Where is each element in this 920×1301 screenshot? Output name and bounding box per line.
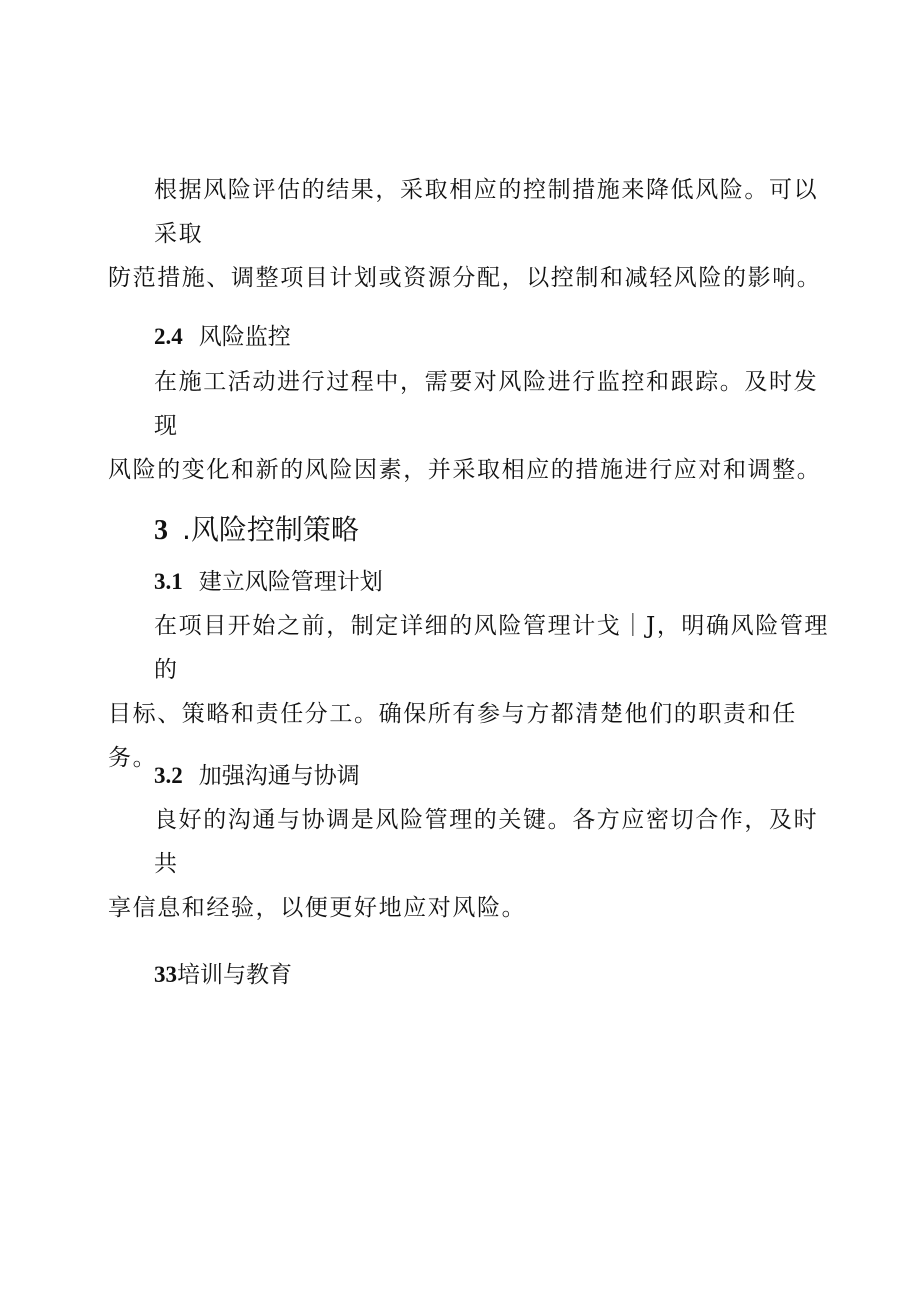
- paragraph-line: 在施工活动进行过程中，需要对风险进行监控和跟踪。及时发现: [154, 369, 819, 439]
- section-title: 加强沟通与协调: [198, 763, 360, 789]
- paragraph-line: 根据风险评估的结果，采取相应的控制措施来降低风险。可以采取: [154, 177, 819, 247]
- chapter-title: .风险控制策略: [182, 513, 359, 546]
- section-title: 建立风险管理计划: [198, 569, 383, 595]
- paragraph-communication: [108, 798, 838, 930]
- paragraph-line: 享信息和经验，以便更好地应对风险。: [108, 895, 527, 921]
- paragraph-risk-control: [108, 168, 838, 300]
- paragraph-risk-monitoring: [108, 360, 838, 492]
- paragraph-line: 防范措施、调整项目计划或资源分配，以控制和减轻风险的影响。: [108, 265, 822, 291]
- section-heading-3-3: [154, 956, 292, 989]
- section-title: 风险监控: [198, 324, 291, 350]
- paragraph-line: 良好的沟通与协调是风险管理的关键。各方应密切合作，及时共: [154, 807, 819, 877]
- paragraph-line: 在项目开始之前，制定详细的风险管理计戈｜J，明确风险管理的: [154, 613, 830, 683]
- section-number: 33: [154, 962, 177, 987]
- paragraph-line: 目标、策略和责任分工。确保所有参与方都清楚他们的职责和任务。: [108, 701, 797, 771]
- section-heading-2-4: [154, 318, 291, 351]
- section-number: 2.4: [154, 324, 183, 349]
- section-title: 培训与教育: [177, 962, 292, 988]
- paragraph-line: 风险的变化和新的风险因素，并采取相应的措施进行应对和调整。: [108, 457, 822, 483]
- section-number: 3.2: [154, 763, 183, 788]
- chapter-heading-3: [154, 508, 359, 548]
- section-heading-3-2: [154, 757, 360, 790]
- section-number: 3.1: [154, 569, 183, 594]
- section-heading-3-1: [154, 563, 383, 596]
- chapter-number: 3: [154, 515, 168, 546]
- paragraph-risk-plan: [108, 604, 838, 780]
